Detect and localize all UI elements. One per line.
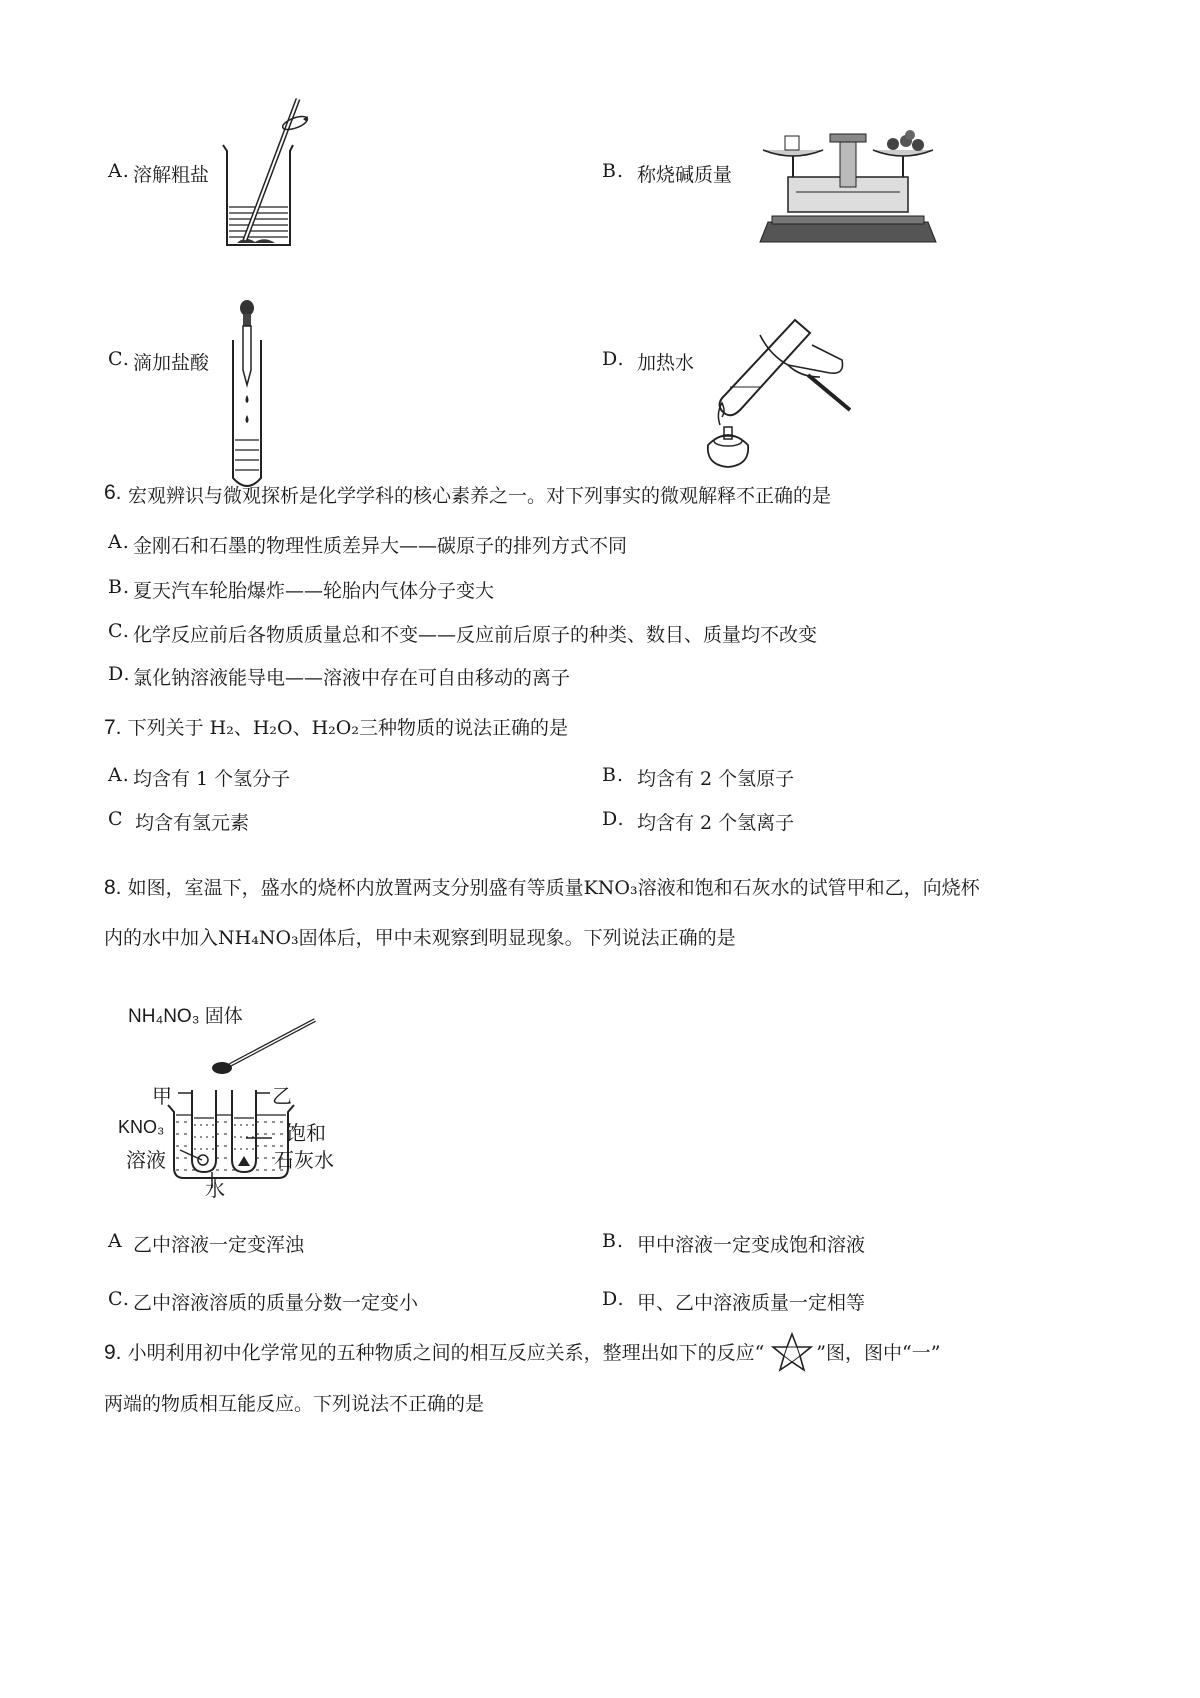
heating-test-tube-icon <box>700 315 860 480</box>
option-text: 均含有 2 个氢原子 <box>637 768 795 790</box>
question-stem-line-2: 两端的物质相互能反应。下列说法不正确的是 <box>104 1393 485 1415</box>
option-text: 称烧碱质量 <box>637 164 733 186</box>
label-saturated: 饱和 <box>286 1123 326 1145</box>
label-kno3-solution: 溶液 <box>126 1150 166 1172</box>
formula-h2o: H₂O <box>252 717 293 739</box>
label-nh4no3-solid: NH₄NO₃ 固体 <box>128 1006 243 1027</box>
option-letter: B. <box>108 576 131 598</box>
option-text: 乙中溶液一定变浑浊 <box>133 1234 305 1256</box>
option-text: 金刚石和石墨的物理性质差异大——碳原子的排列方式不同 <box>133 535 628 557</box>
option-text: 均含有氢元素 <box>135 812 250 834</box>
option-text: 氯化钠溶液能导电——溶液中存在可自由移动的离子 <box>133 667 571 689</box>
label-jia: 甲 <box>152 1086 172 1108</box>
option-letter: C. <box>108 1288 130 1310</box>
question-stem: 7. 下列关于 H₂、H₂O、H₂O₂三种物质的说法正确的是 <box>104 716 569 739</box>
option-letter: C. <box>108 620 130 642</box>
option-letter: A. <box>108 160 130 182</box>
option-text: 溶解粗盐 <box>133 164 210 186</box>
label-limewater: 石灰水 <box>274 1150 334 1172</box>
option-letter: D. <box>602 808 625 830</box>
option-letter: B. <box>602 764 625 786</box>
option-letter: D. <box>108 663 131 685</box>
option-text: 均含有 2 个氢离子 <box>637 812 795 834</box>
question-number: 9. <box>104 1341 122 1364</box>
option-letter: B. <box>602 160 625 182</box>
question-stem-line-2: 内的水中加入NH₄NO₃固体后，甲中未观察到明显现象。下列说法正确的是 <box>104 927 736 949</box>
option-text: 乙中溶液溶质的质量分数一定变小 <box>133 1292 419 1314</box>
beaker-stirring-icon <box>215 95 305 250</box>
question-stem-line-1: 9. 小明利用初中化学常见的五种物质之间的相互反应关系，整理出如下的反应“ ”图，图中“一” <box>104 1338 940 1365</box>
star-diagram-icon <box>772 1332 812 1372</box>
question-stem-line-1: 8. 如图，室温下，盛水的烧杯内放置两支分别盛有等质量KNO₃溶液和饱和石灰水的试管甲和乙，向烧杯 <box>104 876 980 899</box>
option-letter: A. <box>108 764 130 786</box>
formula-h2: H₂ <box>209 717 234 739</box>
question-number: 8. <box>104 876 122 899</box>
option-letter: C <box>108 808 124 830</box>
label-kno3: KNO₃ <box>118 1117 165 1137</box>
question-number: 7. <box>104 716 122 739</box>
option-text: 甲中溶液一定变成饱和溶液 <box>637 1234 866 1256</box>
question-number: 6. <box>104 481 122 504</box>
option-letter: B. <box>602 1230 625 1252</box>
option-text: 甲、乙中溶液质量一定相等 <box>637 1292 866 1314</box>
option-letter: C. <box>108 348 130 370</box>
dropper-test-tube-icon <box>225 300 270 490</box>
option-text: 加热水 <box>637 352 695 374</box>
option-letter: A <box>108 1230 123 1252</box>
balance-scale-icon <box>758 132 938 247</box>
formula-nh4no3: NH₄NO₃ <box>218 927 299 949</box>
option-letter: D. <box>602 1288 625 1310</box>
label-water: 水 <box>205 1179 225 1201</box>
option-letter: D. <box>602 348 625 370</box>
question-stem: 宏观辨识与微观探析是化学学科的核心素养之一。对下列事实的微观解释不正确的是 <box>128 485 832 507</box>
option-text: 化学反应前后各物质质量总和不变——反应前后原子的种类、数目、质量均不改变 <box>133 624 818 646</box>
label-yi: 乙 <box>272 1086 292 1108</box>
formula-kno3: KNO₃ <box>583 877 638 899</box>
option-letter: A. <box>108 531 130 553</box>
option-text: 夏天汽车轮胎爆炸——轮胎内气体分子变大 <box>133 580 495 602</box>
option-text: 均含有 1 个氢分子 <box>133 768 291 790</box>
option-text: 滴加盐酸 <box>133 352 210 374</box>
formula-h2o2: H₂O₂ <box>311 717 359 739</box>
